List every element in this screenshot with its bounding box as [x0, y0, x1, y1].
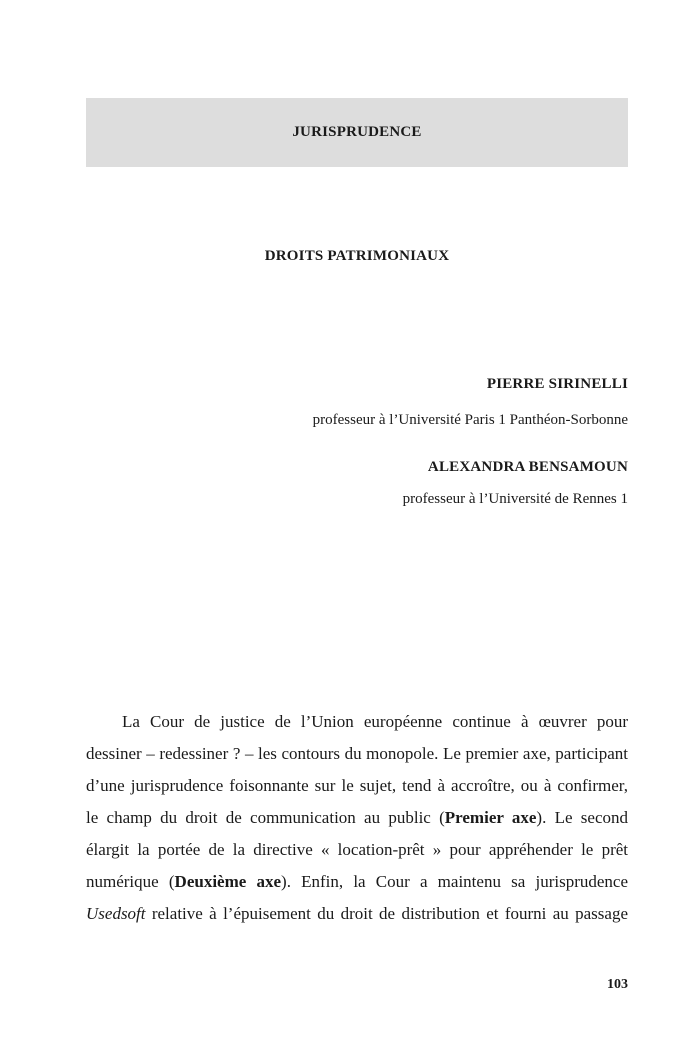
paragraph-line: d’une jurisprudence foisonnante sur le sujet, tend à accroître, ou à confirmer, — [86, 776, 628, 795]
section-label: JURISPRUDENCE — [292, 124, 422, 140]
author-name: ALEXANDRA BENSAMOUN — [427, 459, 628, 475]
paragraph-line: dessiner – redessiner ? – les contours du monopole. Le premier axe, participant — [86, 744, 628, 763]
chapter-title: DROITS PATRIMONIAUX — [264, 248, 450, 264]
text-run: relative à l’épuisement du droit de distribution et fourni au passage — [145, 904, 628, 923]
paragraph-line: La Cour de justice de l’Union européenne continue à œuvrer pour — [122, 712, 628, 731]
paragraph-line: élargit la portée de la directive « location-prêt » pour appréhender le prêt — [86, 840, 628, 859]
author-affiliation: professeur à l’Université de Rennes 1 — [402, 491, 628, 507]
body-paragraph — [86, 706, 628, 930]
emphasis-deuxieme-axe: Deuxième axe — [174, 872, 282, 891]
paragraph-line — [86, 866, 628, 898]
paragraph-line — [86, 802, 628, 834]
author-name: PIERRE SIRINELLI — [486, 376, 628, 392]
case-name-usedsoft: Usedsoft — [86, 904, 146, 923]
text-run: ). Enfin, la Cour a maintenu sa jurisprudence — [281, 872, 628, 891]
text-run: le champ du droit de communication au public ( — [86, 808, 445, 827]
author-affiliation: professeur à l’Université Paris 1 Panthéon-Sorbonne — [312, 412, 628, 428]
emphasis-premier-axe: Premier axe — [444, 808, 537, 827]
text-run: numérique ( — [86, 872, 175, 891]
text-run: ). Le second — [536, 808, 628, 827]
paragraph-line — [86, 898, 628, 930]
section-banner — [86, 98, 628, 167]
page-number: 103 — [607, 977, 628, 992]
